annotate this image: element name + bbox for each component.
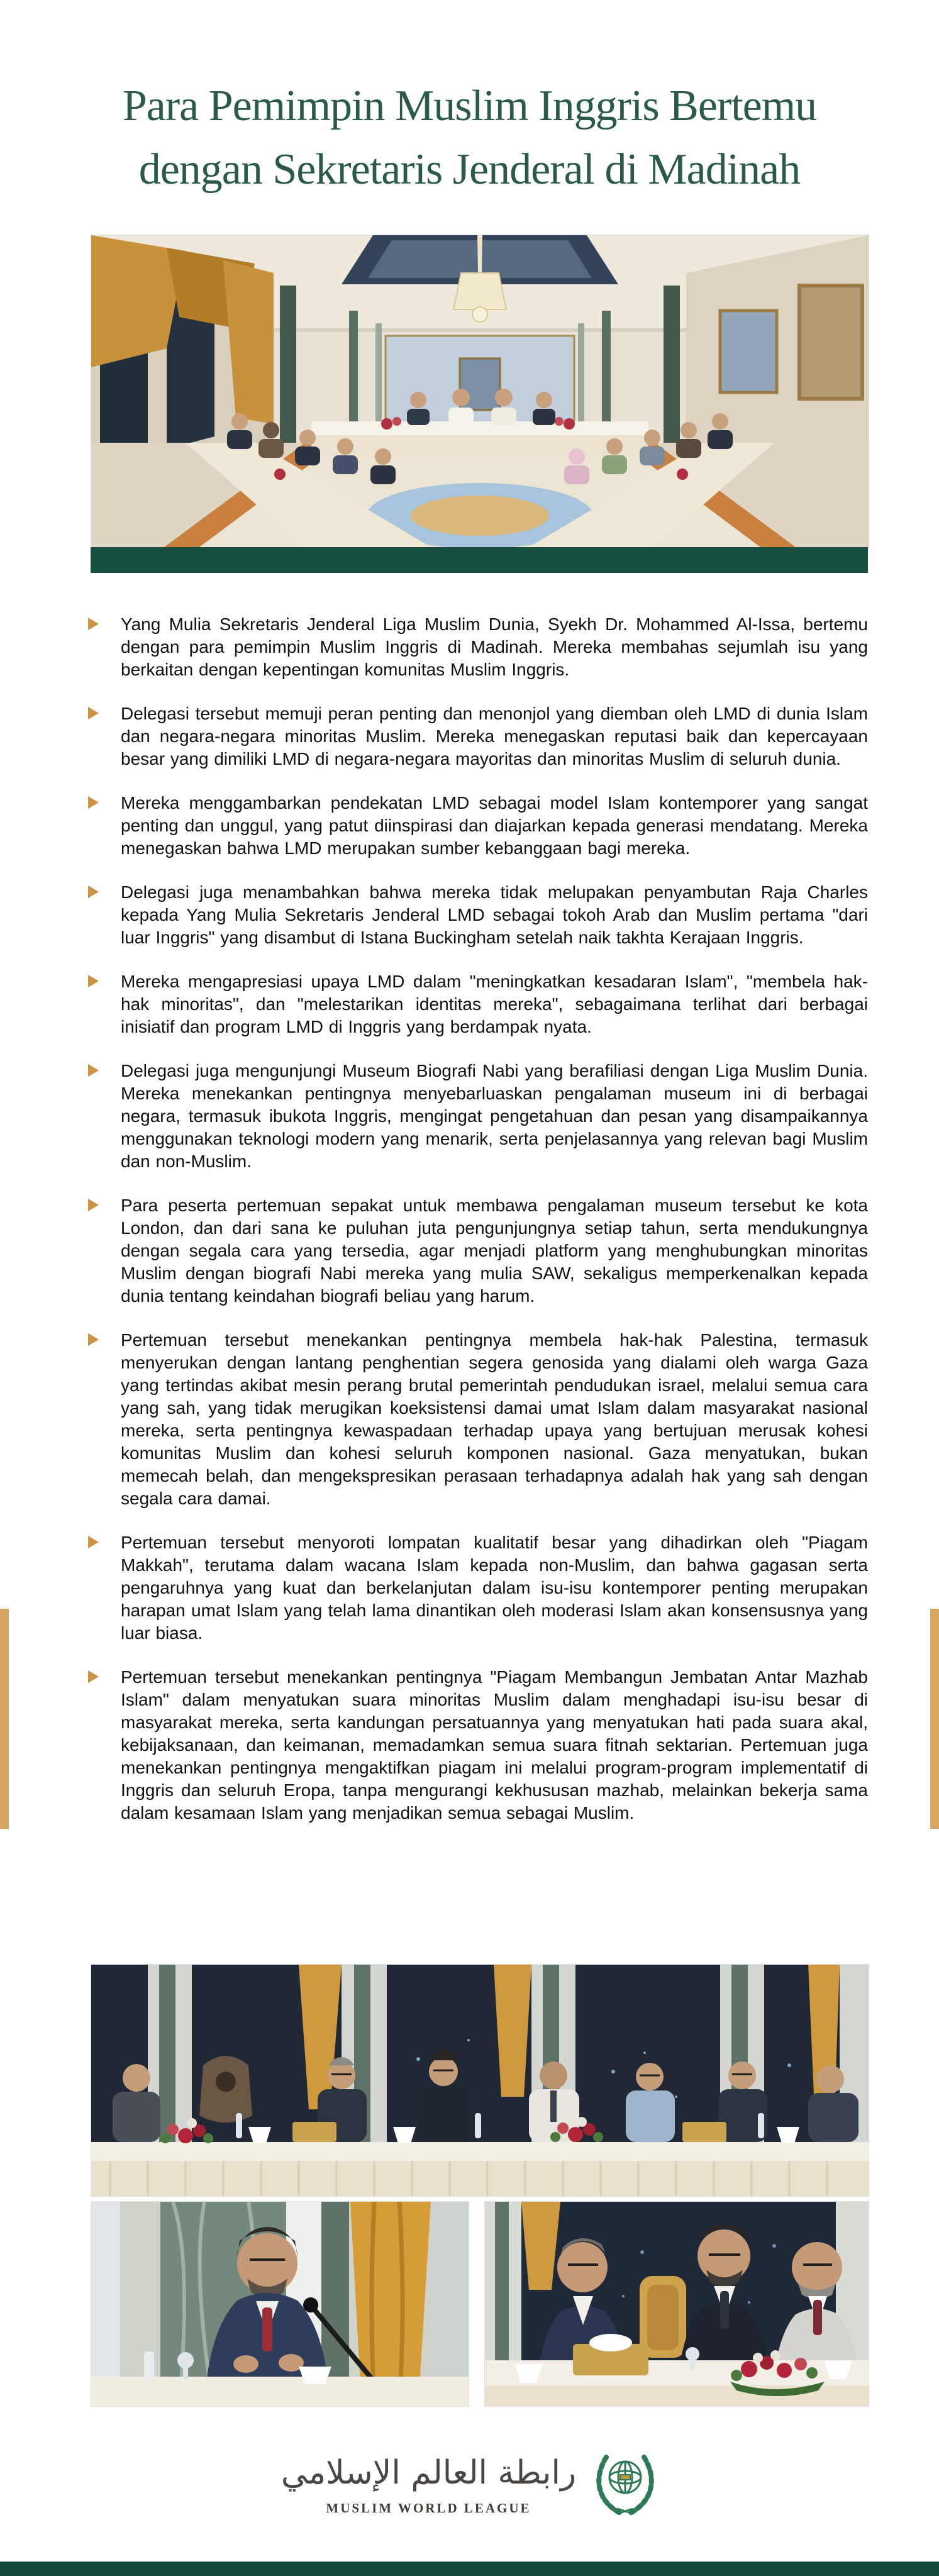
page-title-line2: dengan Sekretaris Jenderal di Madinah	[138, 145, 801, 194]
page-title-line1: Para Pemimpin Muslim Inggris Bertemu	[122, 82, 817, 130]
bullet-text: Delegasi juga menambahkan bahwa mereka tidak melupakan penyambutan Raja Charles kepada Yang Mulia Sekretaris Jenderal LMD sebagai tokoh Arab dan Muslim pertama "dari luar Inggris" yang disambut di Istana Buckingham setelah naik takhta Kerajaan Inggris.	[121, 882, 868, 947]
delegates-row-photo	[91, 1964, 869, 2197]
bullet-triangle-icon	[88, 1670, 99, 1683]
bullet-text: Para peserta pertemuan sepakat untuk membawa pengalaman museum tersebut ke kota London, dan dari sana ke puluhan juta pengunjungnya setiap tahun, serta mendukungnya dengan segala cara yang tersedia, agar menjadi platform yang menghubungkan minoritas Muslim dengan biografi Nabi mereka yang mulia SAW, sekaligus memperkenalkan kepada dunia tentang keindahan biografi beliau yang harum.	[121, 1196, 868, 1306]
bullet-text: Mereka mengapresiasi upaya LMD dalam "meningkatkan kesadaran Islam", "membela hak-hak minoritas", dan "melestarikan identitas mereka", sebagaimana terlihat dari berbagai inisiatif dan program LMD di Inggris yang berdampak nyata.	[121, 972, 868, 1036]
bullet-item	[88, 702, 868, 770]
panelists-illustration	[485, 2202, 869, 2406]
footer-green-bar	[0, 2562, 939, 2576]
bullet-triangle-icon	[88, 975, 99, 987]
bullet-item	[88, 613, 868, 681]
delegates-row-illustration	[91, 1965, 869, 2196]
mwl-logo-arabic: رابطة العالم الإسلامي	[281, 2454, 577, 2492]
panelists-photo	[484, 2201, 869, 2407]
bullet-item	[88, 1531, 868, 1645]
bullet-triangle-icon	[88, 618, 99, 630]
bullet-text: Mereka menggambarkan pendekatan LMD sebagai model Islam kontemporer yang sangat penting dan unggul, yang patut diinspirasi dan diajarkan kepada generasi mendatang. Mereka menegaskan bahwa LMD merupakan sumber kebanggaan bagi mereka.	[121, 793, 868, 858]
bullet-item	[88, 1329, 868, 1510]
bullet-text: Pertemuan tersebut menekankan pentingnya membela hak-hak Palestina, termasuk menyerukan dengan lantang penghentian segera genosida yang dialami oleh warga Gaza yang tertindas akibat mesin perang brutal pemerintah pendudukan israel, melalui semua cara yang sah, yang tidak merugikan koeksistensi damai umat Islam dalam masyarakat nasional mereka, serta pentingnya kewaspadaan terhadap upaya yang bertujuan merusak kohesi komunitas Muslim dan kohesi seluruh komponen nasional. Gaza menyatukan, bukan memecah belah, dan mengekspresikan perasaan terhadapnya adalah hak yang sah dengan segala cara damai.	[121, 1330, 868, 1508]
bullet-item	[88, 1060, 868, 1173]
bullet-item	[88, 970, 868, 1038]
meeting-hall-illustration	[91, 235, 869, 547]
bullet-item	[88, 881, 868, 949]
bullet-text: Delegasi tersebut memuji peran penting dan menonjol yang diemban oleh LMD di dunia Islam dan negara-negara minoritas Muslim. Mereka menegaskan reputasi baik dan kepercayaan besar yang dimiliki LMD di negara-negara mayoritas dan minoritas Muslim di seluruh dunia.	[121, 704, 868, 769]
mwl-logo-english: MUSLIM WORLD LEAGUE	[326, 2501, 531, 2516]
bullet-triangle-icon	[88, 1064, 99, 1077]
article-bullet-list	[88, 613, 868, 1846]
green-accent-band	[91, 547, 868, 573]
right-edge-gold-strip	[930, 1609, 939, 1829]
bullet-triangle-icon	[88, 1536, 99, 1548]
bullet-text: Pertemuan tersebut menekankan pentingnya "Piagam Membangun Jembatan Antar Mazhab Islam" dalam menyatukan suara minoritas Muslim dalam menghadapi isu-isu besar di masyarakat mereka, serta kandungan persatuannya yang menyatukan hati pada suara akal, kebijaksanaan, dan keimanan, memadamkan semua suara fitnah sektarian. Pertemuan juga menekankan pentingnya mengaktifkan piagam ini melalui program-program implementatif di Inggris dan seluruh Eropa, tanpa mengurangi kekhususan mazhab, melainkan bekerja sama dalam kesamaan Islam yang menjadikan semua sebagai Muslim.	[121, 1667, 868, 1823]
bullet-triangle-icon	[88, 707, 99, 719]
mwl-emblem-icon	[592, 2448, 658, 2522]
left-edge-gold-strip	[0, 1609, 9, 1829]
bullet-text: Delegasi juga mengunjungi Museum Biografi Nabi yang berafiliasi dengan Liga Muslim Dunia. Mereka menekankan pentingnya menyebarluaskan pengalaman museum ini di berbagai negara, termasuk ibukota Inggris, mengingat pengetahuan dan pesan yang disampaikannya menggunakan teknologi modern yang menarik, serta penjelasannya yang relevan bagi Muslim dan non-Muslim.	[121, 1061, 868, 1171]
mwl-logo-text-column	[281, 2454, 576, 2516]
bullet-text: Yang Mulia Sekretaris Jenderal Liga Muslim Dunia, Syekh Dr. Mohammed Al-Issa, bertemu dengan para pemimpin Muslim Inggris di Madinah. Mereka membahas sejumlah isu yang berkaitan dengan kepentingan komunitas Muslim Inggris.	[121, 614, 868, 679]
speaker-illustration	[91, 2202, 469, 2406]
bullet-triangle-icon	[88, 886, 99, 898]
bullet-item	[88, 1666, 868, 1824]
page-title	[0, 74, 939, 201]
bullet-item	[88, 792, 868, 860]
mwl-logo	[0, 2448, 939, 2522]
bullet-text: Pertemuan tersebut menyoroti lompatan kualitatif besar yang dihadirkan oleh "Piagam Makkah", terutama dalam wacana Islam kepada non-Muslim, dan bahwa gagasan serta pengaruhnya yang kuat dan berkelanjutan dalam isu-isu kontemporer penting merupakan harapan umat Islam yang telah lama dinantikan oleh moderasi Islam akan konsensusnya yang luar biasa.	[121, 1533, 868, 1643]
bullet-triangle-icon	[88, 1333, 99, 1346]
speaker-photo	[91, 2201, 469, 2407]
meeting-hall-photo	[91, 235, 869, 548]
bullet-item	[88, 1194, 868, 1307]
bullet-triangle-icon	[88, 796, 99, 809]
bullet-triangle-icon	[88, 1199, 99, 1211]
